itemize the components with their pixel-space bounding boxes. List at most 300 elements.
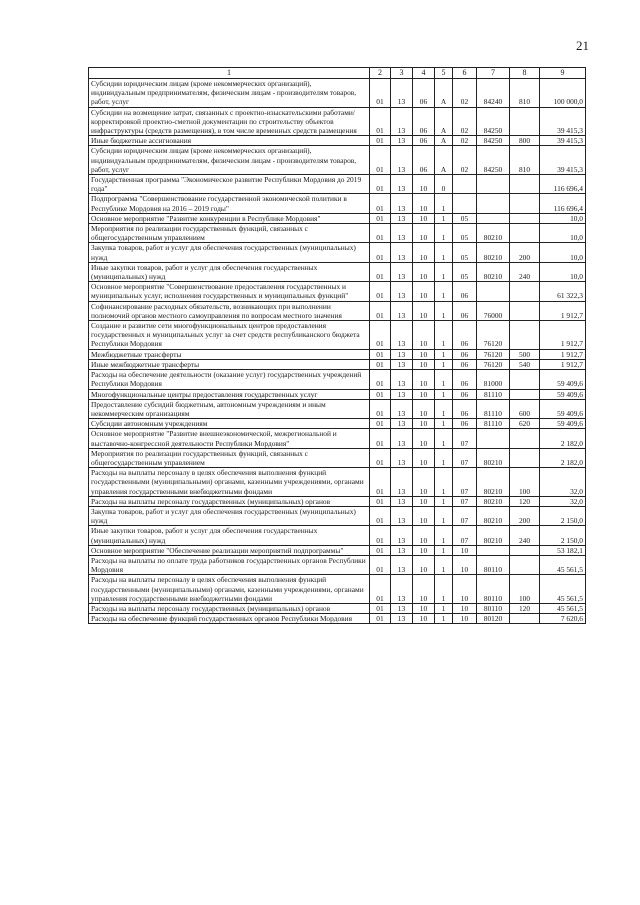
subprogram-code: А bbox=[435, 79, 453, 108]
expense-type-code: 810 bbox=[510, 146, 540, 175]
table-row bbox=[89, 213, 586, 223]
program-code: 10 bbox=[413, 262, 435, 281]
program-code: 10 bbox=[413, 575, 435, 604]
activity-code: 06 bbox=[453, 282, 477, 301]
amount: 39 415,3 bbox=[540, 107, 586, 136]
header-cell: 8 bbox=[510, 68, 540, 79]
expense-type-code: 500 bbox=[510, 349, 540, 359]
subprogram-code: А bbox=[435, 146, 453, 175]
activity-code: 06 bbox=[453, 359, 477, 369]
program-code: 10 bbox=[413, 243, 435, 262]
expense-type-code bbox=[510, 448, 540, 467]
subprogram-code: 1 bbox=[435, 370, 453, 389]
subsection-code: 13 bbox=[391, 136, 413, 146]
activity-code bbox=[453, 194, 477, 213]
direction-code: 80120 bbox=[477, 614, 510, 624]
table-row bbox=[89, 526, 586, 545]
amount: 100 000,0 bbox=[540, 79, 586, 108]
direction-code: 80210 bbox=[477, 506, 510, 525]
expense-type-code bbox=[510, 194, 540, 213]
row-name: Предоставление субсидий бюджетным, автономным учреждениям и иным некоммерческим организациям bbox=[89, 399, 370, 418]
expense-type-code: 240 bbox=[510, 526, 540, 545]
table-row bbox=[89, 243, 586, 262]
direction-code: 80210 bbox=[477, 262, 510, 281]
row-name: Закупка товаров, работ и услуг для обеспечения государственных (муниципальных) нужд bbox=[89, 506, 370, 525]
subsection-code: 13 bbox=[391, 545, 413, 555]
page-number: 21 bbox=[576, 38, 589, 53]
subsection-code: 13 bbox=[391, 194, 413, 213]
activity-code: 06 bbox=[453, 370, 477, 389]
subprogram-code: 1 bbox=[435, 603, 453, 613]
direction-code bbox=[477, 213, 510, 223]
section-code: 01 bbox=[370, 419, 391, 429]
program-code: 10 bbox=[413, 301, 435, 320]
table-row bbox=[89, 545, 586, 555]
subsection-code: 13 bbox=[391, 243, 413, 262]
direction-code: 80210 bbox=[477, 448, 510, 467]
activity-code: 07 bbox=[453, 429, 477, 448]
header-cell: 9 bbox=[540, 68, 586, 79]
activity-code: 07 bbox=[453, 526, 477, 545]
row-name: Расходы на выплаты персоналу в целях обеспечения выполнения функций государственными (муниципальными) органами, казенными учреждениями, органами управления государственными внебюджетными фондами bbox=[89, 468, 370, 497]
expense-type-code bbox=[510, 175, 540, 194]
direction-code: 80110 bbox=[477, 555, 510, 574]
activity-code: 10 bbox=[453, 614, 477, 624]
activity-code: 05 bbox=[453, 262, 477, 281]
expense-type-code: 200 bbox=[510, 243, 540, 262]
expense-type-code bbox=[510, 107, 540, 136]
direction-code bbox=[477, 194, 510, 213]
direction-code: 81110 bbox=[477, 389, 510, 399]
section-code: 01 bbox=[370, 321, 391, 350]
subprogram-code: А bbox=[435, 107, 453, 136]
row-name: Иные бюджетные ассигнования bbox=[89, 136, 370, 146]
program-code: 10 bbox=[413, 448, 435, 467]
expense-type-code: 620 bbox=[510, 419, 540, 429]
amount: 10,0 bbox=[540, 262, 586, 281]
amount: 32,0 bbox=[540, 496, 586, 506]
direction-code bbox=[477, 175, 510, 194]
amount: 45 561,5 bbox=[540, 603, 586, 613]
expense-type-code: 540 bbox=[510, 359, 540, 369]
amount: 10,0 bbox=[540, 213, 586, 223]
expense-type-code bbox=[510, 282, 540, 301]
row-name: Иные закупки товаров, работ и услуг для обеспечения государственных (муниципальных) нужд bbox=[89, 262, 370, 281]
direction-code: 80210 bbox=[477, 243, 510, 262]
direction-code: 76000 bbox=[477, 301, 510, 320]
activity-code: 05 bbox=[453, 213, 477, 223]
amount: 39 415,3 bbox=[540, 146, 586, 175]
subsection-code: 13 bbox=[391, 526, 413, 545]
section-code: 01 bbox=[370, 146, 391, 175]
subprogram-code: 1 bbox=[435, 243, 453, 262]
program-code: 10 bbox=[413, 213, 435, 223]
direction-code: 80210 bbox=[477, 468, 510, 497]
table-row bbox=[89, 136, 586, 146]
table-row bbox=[89, 262, 586, 281]
direction-code: 80110 bbox=[477, 603, 510, 613]
activity-code bbox=[453, 175, 477, 194]
row-name: Субсидии автономным учреждениям bbox=[89, 419, 370, 429]
program-code: 10 bbox=[413, 224, 435, 243]
row-name: Иные закупки товаров, работ и услуг для обеспечения государственных (муниципальных) нужд bbox=[89, 526, 370, 545]
activity-code: 07 bbox=[453, 468, 477, 497]
subsection-code: 13 bbox=[391, 213, 413, 223]
subsection-code: 13 bbox=[391, 603, 413, 613]
header-cell: 5 bbox=[435, 68, 453, 79]
section-code: 01 bbox=[370, 282, 391, 301]
amount: 2 150,0 bbox=[540, 526, 586, 545]
program-code: 10 bbox=[413, 603, 435, 613]
table-row bbox=[89, 194, 586, 213]
expense-type-code bbox=[510, 614, 540, 624]
header-row bbox=[89, 68, 586, 79]
direction-code: 84250 bbox=[477, 107, 510, 136]
subsection-code: 13 bbox=[391, 107, 413, 136]
program-code: 10 bbox=[413, 194, 435, 213]
section-code: 01 bbox=[370, 429, 391, 448]
activity-code: 06 bbox=[453, 399, 477, 418]
row-name: Расходы на обеспечение деятельности (оказание услуг) государственных учреждений Республики Мордовия bbox=[89, 370, 370, 389]
table-row bbox=[89, 506, 586, 525]
row-name: Подпрограмма "Совершенствование государственной экономической политики в Республике Мордовия на 2016 – 2019 годы" bbox=[89, 194, 370, 213]
amount: 7 620,6 bbox=[540, 614, 586, 624]
subprogram-code: 1 bbox=[435, 262, 453, 281]
row-name: Многофункциональные центры предоставления государственных услуг bbox=[89, 389, 370, 399]
direction-code: 80210 bbox=[477, 496, 510, 506]
table-row bbox=[89, 448, 586, 467]
amount: 59 409,6 bbox=[540, 399, 586, 418]
row-name: Основное мероприятие "Развитие внешнеэкономической, межрегиональной и выставочно-конгрессной деятельности Республики Мордовия" bbox=[89, 429, 370, 448]
direction-code: 81110 bbox=[477, 399, 510, 418]
program-code: 06 bbox=[413, 136, 435, 146]
section-code: 01 bbox=[370, 448, 391, 467]
subprogram-code: 0 bbox=[435, 175, 453, 194]
program-code: 06 bbox=[413, 146, 435, 175]
table-row bbox=[89, 282, 586, 301]
program-code: 06 bbox=[413, 107, 435, 136]
header-cell: 4 bbox=[413, 68, 435, 79]
activity-code: 05 bbox=[453, 224, 477, 243]
subsection-code: 13 bbox=[391, 555, 413, 574]
section-code: 01 bbox=[370, 359, 391, 369]
subprogram-code: 1 bbox=[435, 301, 453, 320]
subprogram-code: А bbox=[435, 136, 453, 146]
subsection-code: 13 bbox=[391, 370, 413, 389]
direction-code: 81000 bbox=[477, 370, 510, 389]
section-code: 01 bbox=[370, 243, 391, 262]
table-row bbox=[89, 370, 586, 389]
program-code: 10 bbox=[413, 614, 435, 624]
table-row bbox=[89, 614, 586, 624]
program-code: 06 bbox=[413, 79, 435, 108]
section-code: 01 bbox=[370, 224, 391, 243]
expense-type-code: 100 bbox=[510, 575, 540, 604]
activity-code: 07 bbox=[453, 496, 477, 506]
table-row bbox=[89, 321, 586, 350]
program-code: 10 bbox=[413, 399, 435, 418]
subsection-code: 13 bbox=[391, 301, 413, 320]
section-code: 01 bbox=[370, 262, 391, 281]
section-code: 01 bbox=[370, 496, 391, 506]
subprogram-code: 1 bbox=[435, 359, 453, 369]
amount: 39 415,3 bbox=[540, 136, 586, 146]
subprogram-code: 1 bbox=[435, 399, 453, 418]
subprogram-code: 1 bbox=[435, 526, 453, 545]
expense-type-code: 240 bbox=[510, 262, 540, 281]
subprogram-code: 1 bbox=[435, 419, 453, 429]
section-code: 01 bbox=[370, 545, 391, 555]
amount: 2 182,0 bbox=[540, 448, 586, 467]
expense-type-code bbox=[510, 224, 540, 243]
expense-type-code: 100 bbox=[510, 468, 540, 497]
expense-type-code: 800 bbox=[510, 136, 540, 146]
expense-type-code: 200 bbox=[510, 506, 540, 525]
table-row bbox=[89, 359, 586, 369]
row-name: Основное мероприятие "Обеспечение реализации мероприятий подпрограммы" bbox=[89, 545, 370, 555]
amount: 116 696,4 bbox=[540, 175, 586, 194]
row-name: Софинансирование расходных обязательств, возникающих при выполнении полномочий органов местного самоуправления по вопросам местного значения bbox=[89, 301, 370, 320]
subprogram-code: 1 bbox=[435, 555, 453, 574]
subsection-code: 13 bbox=[391, 468, 413, 497]
expense-type-code bbox=[510, 389, 540, 399]
expense-type-code bbox=[510, 545, 540, 555]
program-code: 10 bbox=[413, 282, 435, 301]
subprogram-code: 1 bbox=[435, 429, 453, 448]
program-code: 10 bbox=[413, 545, 435, 555]
subsection-code: 13 bbox=[391, 496, 413, 506]
table-row bbox=[89, 575, 586, 604]
subsection-code: 13 bbox=[391, 389, 413, 399]
section-code: 01 bbox=[370, 194, 391, 213]
subsection-code: 13 bbox=[391, 321, 413, 350]
table-row bbox=[89, 555, 586, 574]
amount: 2 150,0 bbox=[540, 506, 586, 525]
row-name: Мероприятия по реализации государственных функций, связанных с общегосударственным управлением bbox=[89, 224, 370, 243]
subprogram-code: 1 bbox=[435, 614, 453, 624]
section-code: 01 bbox=[370, 575, 391, 604]
table-row bbox=[89, 468, 586, 497]
program-code: 10 bbox=[413, 419, 435, 429]
section-code: 01 bbox=[370, 614, 391, 624]
direction-code bbox=[477, 429, 510, 448]
section-code: 01 bbox=[370, 506, 391, 525]
activity-code: 06 bbox=[453, 419, 477, 429]
subsection-code: 13 bbox=[391, 419, 413, 429]
section-code: 01 bbox=[370, 136, 391, 146]
amount: 1 912,7 bbox=[540, 321, 586, 350]
program-code: 10 bbox=[413, 496, 435, 506]
row-name: Мероприятия по реализации государственных функций, связанных с общегосударственным управлением bbox=[89, 448, 370, 467]
subprogram-code: 1 bbox=[435, 506, 453, 525]
direction-code bbox=[477, 545, 510, 555]
header-cell: 6 bbox=[453, 68, 477, 79]
table-row bbox=[89, 301, 586, 320]
subsection-code: 13 bbox=[391, 399, 413, 418]
activity-code: 10 bbox=[453, 603, 477, 613]
program-code: 10 bbox=[413, 506, 435, 525]
section-code: 01 bbox=[370, 370, 391, 389]
activity-code: 10 bbox=[453, 575, 477, 604]
row-name: Субсидии на возмещение затрат, связанных с проектно-изыскательскими работами/корректировкой проектно-сметной документации по строительству объектов инфраструктуры (средств размещения), в том числе временных средств размещения bbox=[89, 107, 370, 136]
row-name: Расходы на выплаты по оплате труда работников государственных органов Республики Мордовия bbox=[89, 555, 370, 574]
subprogram-code: 1 bbox=[435, 194, 453, 213]
activity-code: 10 bbox=[453, 555, 477, 574]
activity-code: 10 bbox=[453, 545, 477, 555]
amount: 59 409,6 bbox=[540, 419, 586, 429]
row-name: Создание и развитие сети многофункциональных центров предоставления государственных и муниципальных услуг за счет средств республиканского бюджета Республики Мордовия bbox=[89, 321, 370, 350]
activity-code: 06 bbox=[453, 349, 477, 359]
section-code: 01 bbox=[370, 213, 391, 223]
program-code: 10 bbox=[413, 468, 435, 497]
direction-code: 84240 bbox=[477, 79, 510, 108]
activity-code: 05 bbox=[453, 243, 477, 262]
direction-code: 80210 bbox=[477, 526, 510, 545]
program-code: 10 bbox=[413, 526, 435, 545]
expense-type-code bbox=[510, 429, 540, 448]
subsection-code: 13 bbox=[391, 506, 413, 525]
row-name: Межбюджетные трансферты bbox=[89, 349, 370, 359]
header-cell: 1 bbox=[89, 68, 370, 79]
table-row bbox=[89, 175, 586, 194]
subsection-code: 13 bbox=[391, 448, 413, 467]
section-code: 01 bbox=[370, 468, 391, 497]
activity-code: 02 bbox=[453, 107, 477, 136]
amount: 10,0 bbox=[540, 243, 586, 262]
program-code: 10 bbox=[413, 359, 435, 369]
section-code: 01 bbox=[370, 175, 391, 194]
activity-code: 07 bbox=[453, 506, 477, 525]
expense-type-code bbox=[510, 213, 540, 223]
amount: 1 912,7 bbox=[540, 359, 586, 369]
section-code: 01 bbox=[370, 389, 391, 399]
direction-code: 84250 bbox=[477, 146, 510, 175]
subprogram-code: 1 bbox=[435, 468, 453, 497]
activity-code: 02 bbox=[453, 146, 477, 175]
program-code: 10 bbox=[413, 349, 435, 359]
expense-type-code bbox=[510, 301, 540, 320]
amount: 59 409,6 bbox=[540, 370, 586, 389]
direction-code: 80210 bbox=[477, 224, 510, 243]
direction-code: 76120 bbox=[477, 349, 510, 359]
section-code: 01 bbox=[370, 349, 391, 359]
expense-type-code bbox=[510, 370, 540, 389]
amount: 32,0 bbox=[540, 468, 586, 497]
subsection-code: 13 bbox=[391, 429, 413, 448]
subsection-code: 13 bbox=[391, 614, 413, 624]
amount: 45 561,5 bbox=[540, 575, 586, 604]
subsection-code: 13 bbox=[391, 349, 413, 359]
table-row bbox=[89, 146, 586, 175]
direction-code: 80110 bbox=[477, 575, 510, 604]
row-name: Основное мероприятие "Совершенствование предоставления государственных и муниципальных услуг, исполнения государственных и муниципальных функций" bbox=[89, 282, 370, 301]
header-cell: 2 bbox=[370, 68, 391, 79]
activity-code: 06 bbox=[453, 301, 477, 320]
subprogram-code: 1 bbox=[435, 349, 453, 359]
table-row bbox=[89, 349, 586, 359]
amount: 1 912,7 bbox=[540, 301, 586, 320]
header-cell: 3 bbox=[391, 68, 413, 79]
row-name: Основное мероприятие "Развитие конкуренции в Республике Мордовия" bbox=[89, 213, 370, 223]
subprogram-code: 1 bbox=[435, 575, 453, 604]
table-row bbox=[89, 429, 586, 448]
subsection-code: 13 bbox=[391, 224, 413, 243]
subprogram-code: 1 bbox=[435, 224, 453, 243]
expense-type-code: 120 bbox=[510, 496, 540, 506]
row-name: Субсидии юридическим лицам (кроме некоммерческих организаций), индивидуальным предпринимателям, физическим лицам - производителям товаров, работ, услуг bbox=[89, 146, 370, 175]
row-name: Закупка товаров, работ и услуг для обеспечения государственных (муниципальных) нужд bbox=[89, 243, 370, 262]
table-row bbox=[89, 224, 586, 243]
program-code: 10 bbox=[413, 555, 435, 574]
subprogram-code: 1 bbox=[435, 213, 453, 223]
subsection-code: 13 bbox=[391, 175, 413, 194]
subsection-code: 13 bbox=[391, 146, 413, 175]
direction-code: 84250 bbox=[477, 136, 510, 146]
subprogram-code: 1 bbox=[435, 321, 453, 350]
activity-code: 02 bbox=[453, 79, 477, 108]
section-code: 01 bbox=[370, 399, 391, 418]
subsection-code: 13 bbox=[391, 359, 413, 369]
row-name: Расходы на выплаты персоналу государственных (муниципальных) органов bbox=[89, 603, 370, 613]
section-code: 01 bbox=[370, 526, 391, 545]
row-name: Расходы на выплаты персоналу в целях обеспечения выполнения функций государственными (муниципальными) органами, казенными учреждениями, органами управления государственными внебюджетными фондами bbox=[89, 575, 370, 604]
direction-code: 76120 bbox=[477, 359, 510, 369]
amount: 1 912,7 bbox=[540, 349, 586, 359]
expense-type-code bbox=[510, 321, 540, 350]
program-code: 10 bbox=[413, 370, 435, 389]
row-name: Расходы на обеспечение функций государственных органов Республики Мордовия bbox=[89, 614, 370, 624]
section-code: 01 bbox=[370, 301, 391, 320]
section-code: 01 bbox=[370, 107, 391, 136]
subprogram-code: 1 bbox=[435, 448, 453, 467]
row-name: Субсидии юридическим лицам (кроме некоммерческих организаций), индивидуальным предпринимателям, физическим лицам - производителям товаров, работ, услуг bbox=[89, 79, 370, 108]
activity-code: 06 bbox=[453, 321, 477, 350]
activity-code: 02 bbox=[453, 136, 477, 146]
table-row bbox=[89, 107, 586, 136]
subsection-code: 13 bbox=[391, 575, 413, 604]
direction-code: 81110 bbox=[477, 419, 510, 429]
direction-code bbox=[477, 282, 510, 301]
section-code: 01 bbox=[370, 603, 391, 613]
expense-type-code: 810 bbox=[510, 79, 540, 108]
row-name: Расходы на выплаты персоналу государственных (муниципальных) органов bbox=[89, 496, 370, 506]
activity-code: 06 bbox=[453, 389, 477, 399]
expense-type-code: 600 bbox=[510, 399, 540, 418]
row-name: Иные межбюджетные трансферты bbox=[89, 359, 370, 369]
amount: 59 409,6 bbox=[540, 389, 586, 399]
subsection-code: 13 bbox=[391, 282, 413, 301]
amount: 2 182,0 bbox=[540, 429, 586, 448]
program-code: 10 bbox=[413, 429, 435, 448]
table-row bbox=[89, 79, 586, 108]
table-row bbox=[89, 399, 586, 418]
amount: 116 696,4 bbox=[540, 194, 586, 213]
section-code: 01 bbox=[370, 555, 391, 574]
program-code: 10 bbox=[413, 321, 435, 350]
subsection-code: 13 bbox=[391, 79, 413, 108]
table-row bbox=[89, 419, 586, 429]
expense-type-code bbox=[510, 555, 540, 574]
header-cell: 7 bbox=[477, 68, 510, 79]
amount: 53 182,1 bbox=[540, 545, 586, 555]
subprogram-code: 1 bbox=[435, 389, 453, 399]
activity-code: 07 bbox=[453, 448, 477, 467]
table-row bbox=[89, 496, 586, 506]
subprogram-code: 1 bbox=[435, 496, 453, 506]
table-row bbox=[89, 389, 586, 399]
section-code: 01 bbox=[370, 79, 391, 108]
subprogram-code: 1 bbox=[435, 545, 453, 555]
